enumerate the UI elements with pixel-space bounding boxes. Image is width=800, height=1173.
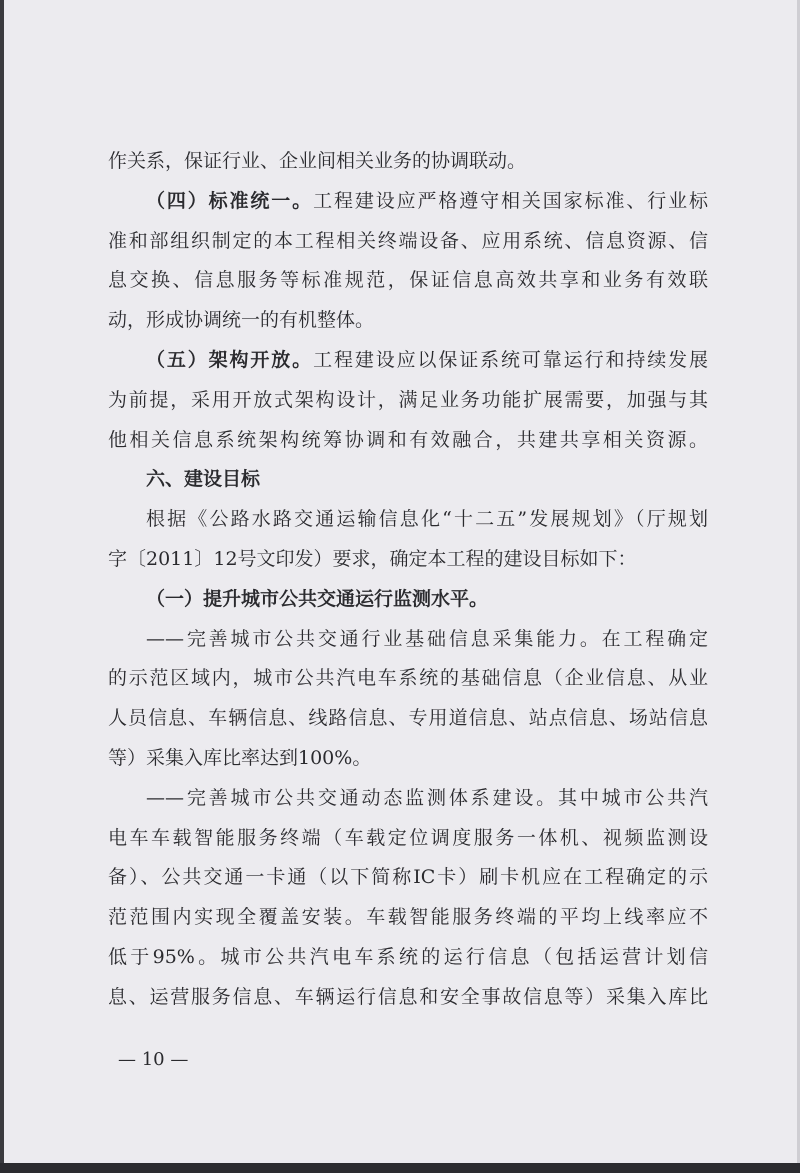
text-line: 备）、公共交通一卡通（以下简称IC卡）刷卡机应在工程确定的示 [108,866,708,889]
text-line-section-five: （五）架构开放。工程建设应以保证系统可靠运行和持续发展 [146,348,708,371]
text-line: 为前提，采用开放式架构设计，满足业务功能扩展需要，加强与其 [108,388,708,411]
text-line: 电车车载智能服务终端（车载定位调度服务一体机、视频监测设 [108,826,708,849]
text-line: ——完善城市公共交通行业基础信息采集能力。在工程确定 [146,627,708,650]
text-line: 人员信息、车辆信息、线路信息、专用道信息、站点信息、场站信息 [108,707,708,730]
text-line: 准和部组织制定的本工程相关终端设备、应用系统、信息资源、信 [108,229,708,252]
text-line: 字〔2011〕12号文印发）要求，确定本工程的建设目标如下： [108,547,637,570]
text-line: 作关系，保证行业、企业间相关业务的协调联动。 [108,150,527,172]
text-line: 等）采集入库比率达到100%。 [108,746,372,769]
section-heading: 六、建设目标 [146,468,261,491]
text-line: ——完善城市公共交通动态监测体系建设。其中城市公共汽 [146,786,708,809]
scan-edge-bottom [0,1163,800,1173]
text-line: 息、运营服务信息、车辆运行信息和安全事故信息等）采集入库比 [108,985,708,1008]
text-line: 息交换、信息服务等标准规范，保证信息高效共享和业务有效联 [108,269,708,292]
subsection-heading: （一）提升城市公共交通运行监测水平。 [146,587,489,610]
text-line: 动，形成协调统一的有机整体。 [108,309,375,332]
text-line: 低于95%。城市公共汽电车系统的运行信息（包括运营计划信 [108,945,708,968]
text-line-section-four: （四）标准统一。工程建设应严格遵守相关国家标准、行业标 [146,189,708,212]
scan-edge-left [0,0,4,1173]
body-text [108,142,708,1018]
page-number: — 10 — [118,1049,189,1070]
text-line: 范范围内实现全覆盖安装。车载智能服务终端的平均上线率应不 [108,906,708,929]
text-line: 根据《公路水路交通运输信息化“十二五”发展规划》（厅规划 [146,508,708,531]
text-line: 他相关信息系统架构统筹协调和有效融合，共建共享相关资源。 [108,428,708,451]
text-line: 的示范区域内，城市公共汽电车系统的基础信息（企业信息、从业 [108,667,708,690]
